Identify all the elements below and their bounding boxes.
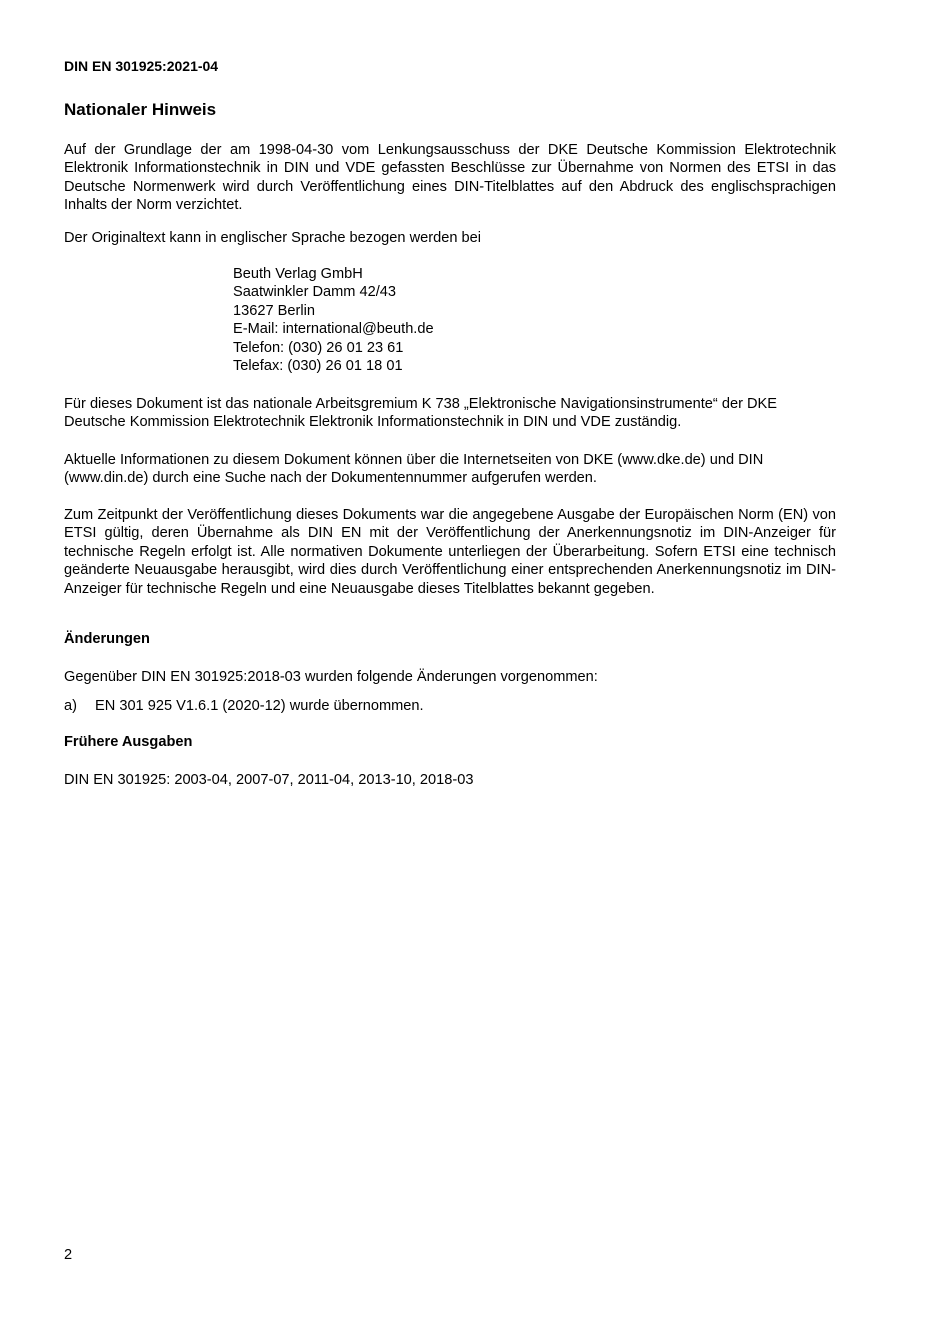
changes-intro: Gegenüber DIN EN 301925:2018-03 wurden folgende Änderungen vorgenommen: bbox=[64, 669, 598, 685]
address-company: Beuth Verlag GmbH bbox=[233, 266, 363, 282]
paragraph-validity-notice: Zum Zeitpunkt der Veröffentlichung dieses Dokuments war die angegebene Ausgabe der Europäischen Norm (EN) von ETSI gültig, deren Übernahme als DIN EN mit der Veröffentlichung der Anerkennungsnotiz im DIN-Anzeiger für technische Regeln erfolgt ist. Alle normativen Dokumente unterliegen der Überarbeitung. Sofern ETSI eine technisch geänderte Neuausgabe herausgibt, wird dies durch Veröffentlichung einer entsprechenden Anerkennungsnotiz im DIN-Anzeiger für technische Regeln und eine Neuausgabe dieses Titelblattes bekannt gegeben. bbox=[64, 507, 836, 597]
paragraph-adoption-basis: Auf der Grundlage der am 1998-04-30 vom Lenkungsausschuss der DKE Deutsche Kommission Elektrotechnik Elektronik Informationstechnik in DIN und VDE gefassten Beschlüsse zur Übernahme von Normen des ETSI in das Deutsche Normenwerk wird durch Veröffentlichung eines DIN-Titelblattes auf den Abdruck des englischsprachigen Inhalts der Norm verzichtet. bbox=[64, 142, 836, 214]
paragraph-current-information: Aktuelle Informationen zu diesem Dokument können über die Internetseiten von DKE (www.dke.de) und DIN (www.din.de) durch eine Suche nach der Dokumentennummer aufgerufen werden. bbox=[64, 452, 764, 487]
paragraph-original-text-source: Der Originaltext kann in englischer Sprache bezogen werden bei bbox=[64, 230, 481, 246]
previous-editions-list: DIN EN 301925: 2003-04, 2007-07, 2011-04, 2013-10, 2018-03 bbox=[64, 772, 474, 788]
document-identifier: DIN EN 301925:2021-04 bbox=[64, 58, 219, 74]
heading-changes: Änderungen bbox=[64, 631, 150, 647]
list-item-text: EN 301 925 V1.6.1 (2020-12) wurde übernommen. bbox=[95, 698, 424, 714]
address-email: E-Mail: international@beuth.de bbox=[233, 321, 434, 338]
address-street: Saatwinkler Damm 42/43 bbox=[233, 284, 397, 301]
publisher-address bbox=[233, 265, 434, 375]
address-phone: Telefon: (030) 26 01 23 61 bbox=[233, 339, 404, 356]
list-item-marker: a) bbox=[64, 698, 77, 714]
address-city: 13627 Berlin bbox=[233, 302, 315, 319]
section-title-national-note: Nationaler Hinweis bbox=[64, 100, 217, 119]
paragraph-responsible-committee: Für dieses Dokument ist das nationale Arbeitsgremium K 738 „Elektronische Navigationsinstrumente“ der DKE Deutsche Kommission Elektrotechnik Elektronik Informationstechnik in DIN und VDE zuständig. bbox=[64, 396, 777, 431]
list-item bbox=[64, 697, 424, 715]
page-number: 2 bbox=[64, 1247, 73, 1263]
address-fax: Telefax: (030) 26 01 18 01 bbox=[233, 358, 403, 375]
heading-previous-editions: Frühere Ausgaben bbox=[64, 734, 193, 750]
